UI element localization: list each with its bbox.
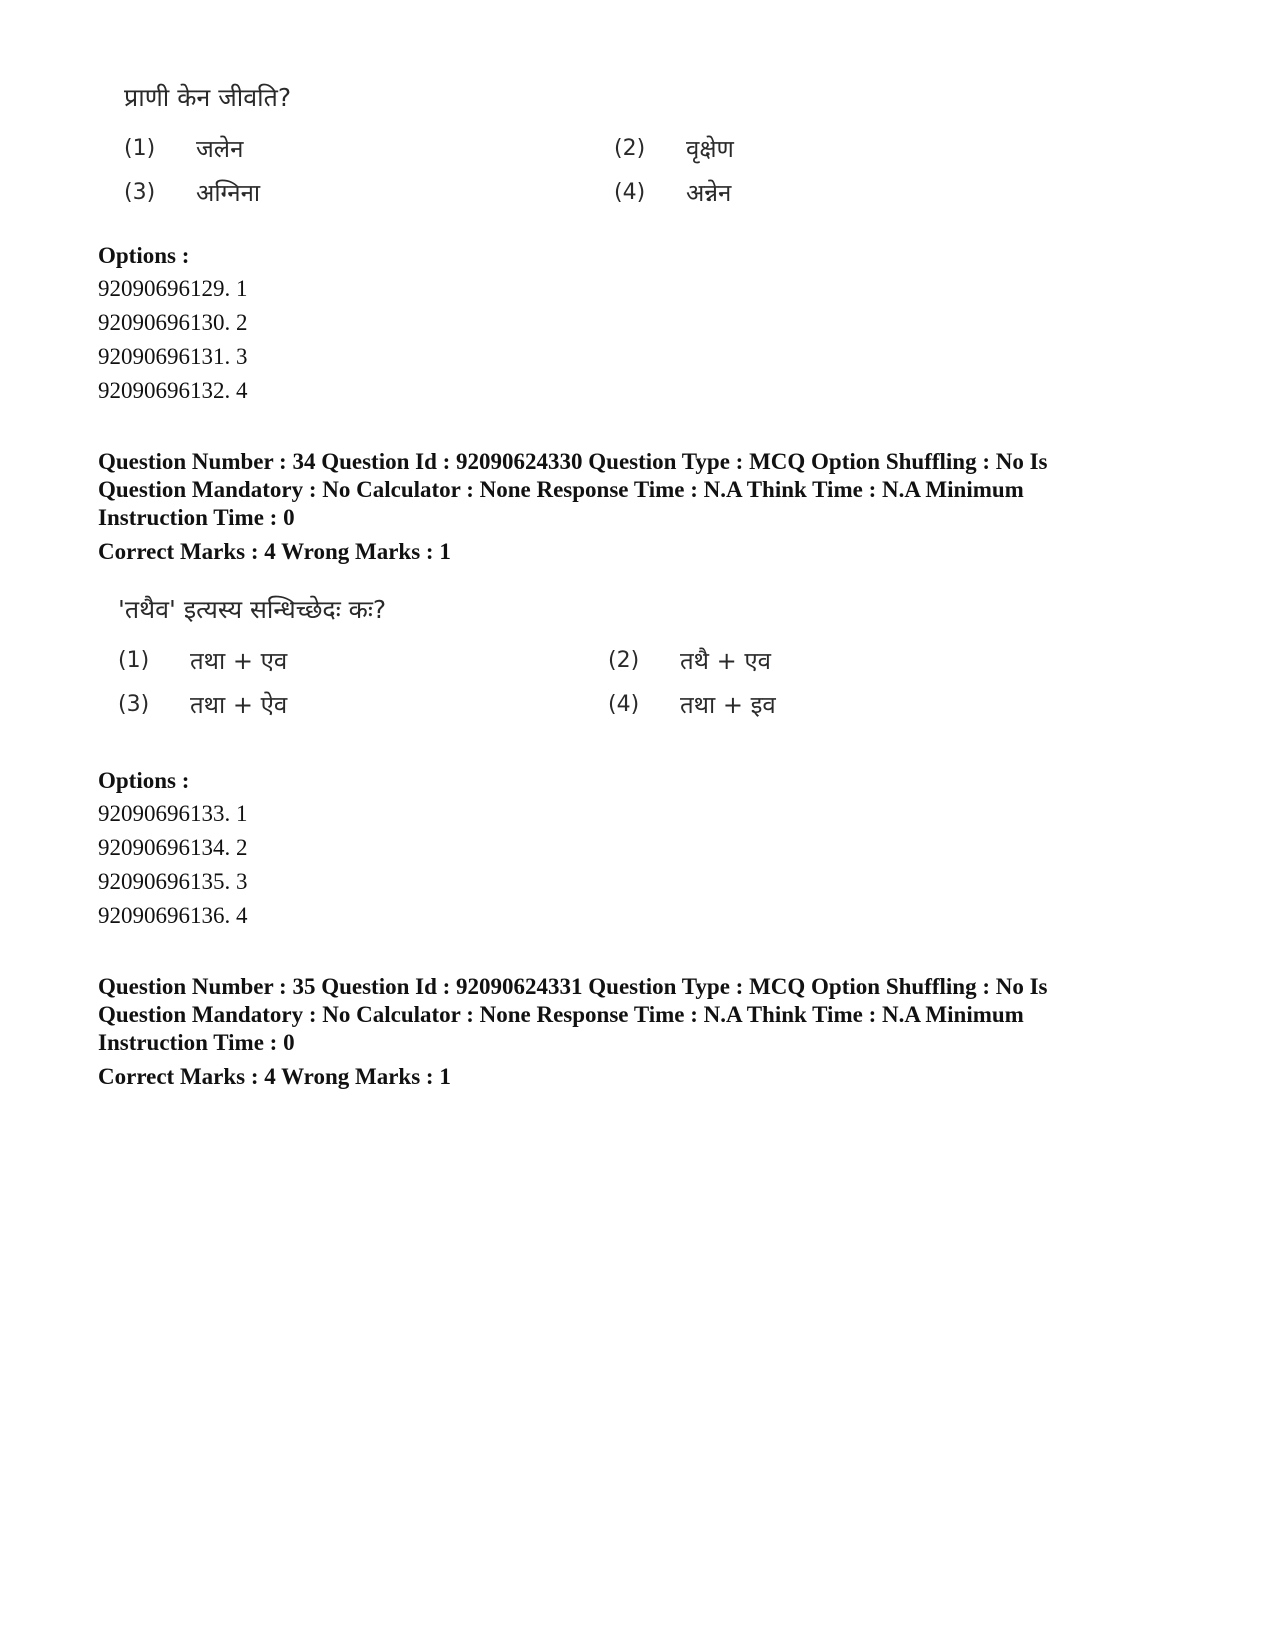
option-line: 92090696134. 2 [98,835,248,860]
choice-text: तथा + ऐव [190,690,288,719]
option-line: 92090696135. 3 [98,869,248,894]
option-line: 92090696133. 1 [98,801,248,826]
question-marks: Correct Marks : 4 Wrong Marks : 1 [98,1064,451,1089]
question-33-options [98,240,1178,408]
option-line: 92090696132. 4 [98,378,248,403]
question-marks: Correct Marks : 4 Wrong Marks : 1 [98,539,451,564]
question-34-image [118,590,908,722]
choice-text: तथा + इव [680,690,776,719]
question-34-options [98,765,1178,933]
choice-number: (1) [118,647,150,673]
option-line: 92090696136. 4 [98,903,248,928]
choice-number: (2) [614,135,646,161]
choice-number: (3) [118,691,150,717]
question-meta-line: Instruction Time : 0 [98,1030,295,1055]
choice-text: जलेन [196,134,244,163]
question-meta-line: Question Mandatory : No Calculator : None Response Time : N.A Think Time : N.A Minimum [98,1002,1024,1027]
question-34-header [98,448,1178,566]
option-line: 92090696129. 1 [98,276,248,301]
question-meta-line: Question Mandatory : No Calculator : None Response Time : N.A Think Time : N.A Minimum [98,477,1024,502]
question-33-image [124,78,914,210]
choice-number: (3) [124,179,156,205]
choice-text: अन्नेन [686,178,732,207]
choice-text: तथा + एव [190,646,288,675]
choice-number: (2) [608,647,640,673]
choice-number: (1) [124,135,156,161]
choice-text: तथै + एव [680,646,771,675]
choice-4 [608,686,908,722]
choice-number: (4) [608,691,640,717]
options-label: Options : [98,768,190,793]
choice-2 [614,130,914,166]
question-meta-line: Question Number : 34 Question Id : 92090624330 Question Type : MCQ Option Shuffling : No Is [98,449,1048,474]
question-meta-line: Question Number : 35 Question Id : 92090624331 Question Type : MCQ Option Shuffling : No Is [98,974,1048,999]
question-34-choices [118,642,908,722]
choice-number: (4) [614,179,646,205]
choice-4 [614,174,914,210]
choice-2 [608,642,908,678]
question-33-choices [124,130,914,210]
choice-text: वृक्षेण [686,134,734,163]
question-33-text: प्राणी केन जीवति? [124,83,292,112]
option-line: 92090696131. 3 [98,344,248,369]
choice-3 [118,686,608,722]
option-line: 92090696130. 2 [98,310,248,335]
choice-1 [118,642,608,678]
options-label: Options : [98,243,190,268]
choice-3 [124,174,614,210]
question-35-header [98,973,1178,1091]
question-34-text: 'तथैव' इत्यस्य सन्धिच्छेदः कः? [118,595,387,624]
question-meta-line: Instruction Time : 0 [98,505,295,530]
choice-text: अग्निना [196,178,261,207]
choice-1 [124,130,614,166]
